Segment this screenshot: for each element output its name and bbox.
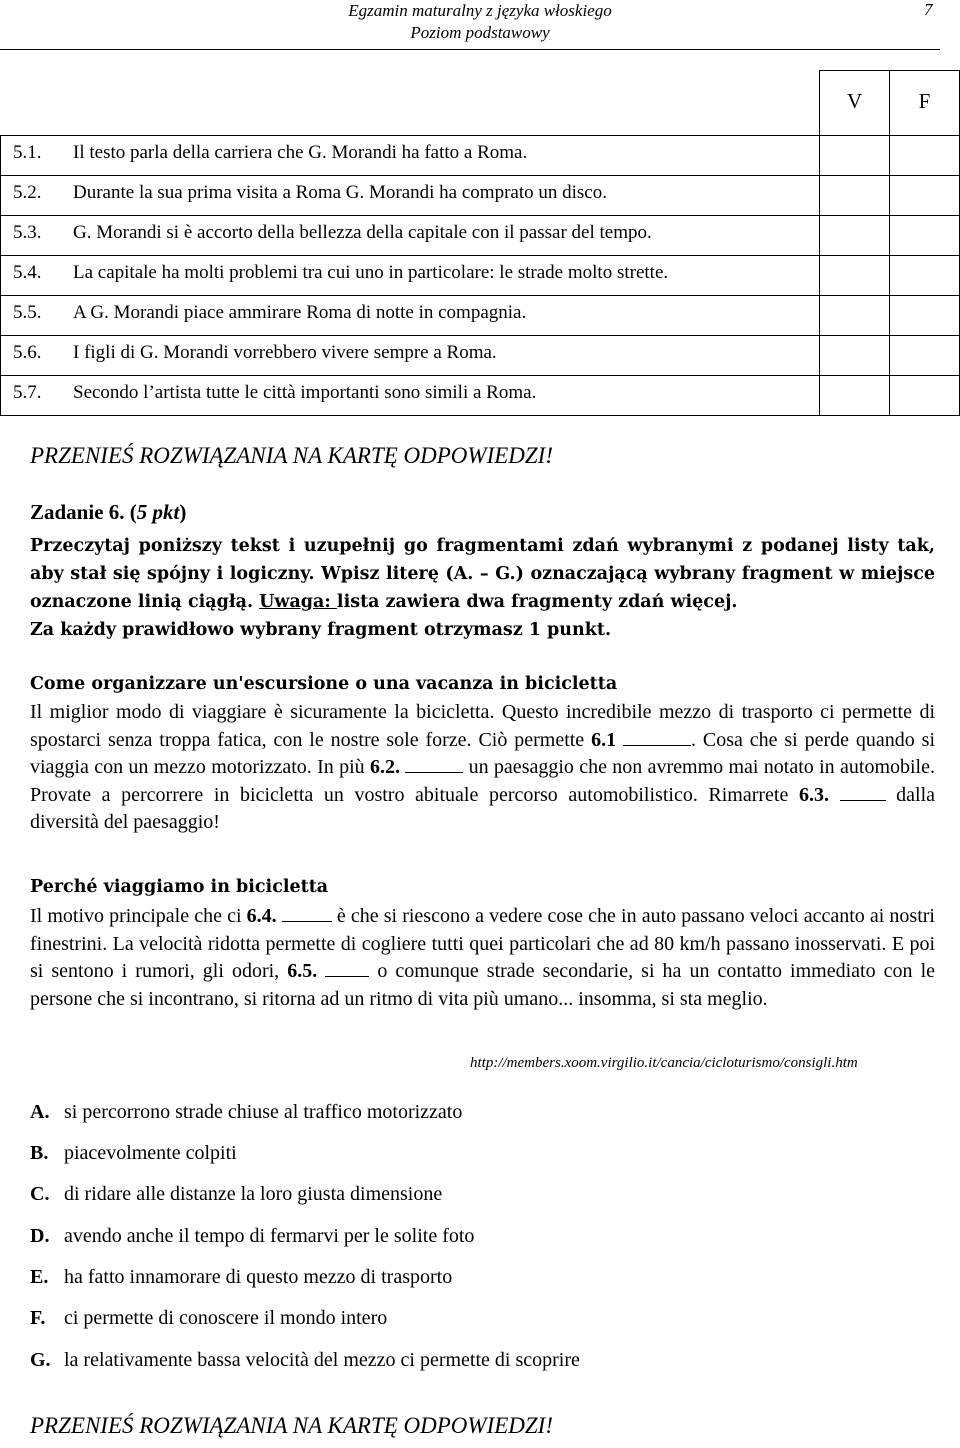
- table-row: [1, 136, 960, 176]
- answer-cell-v[interactable]: [820, 136, 890, 176]
- option-f: F. ci permette di conoscere il mondo intero: [30, 1307, 388, 1329]
- table-header-row: [1, 71, 960, 136]
- statement-number: 5.6.: [13, 342, 42, 363]
- statement-text: G. Morandi si è accorto della bellezza della capitale con il passar del tempo.: [73, 222, 652, 243]
- table-row: [1, 216, 960, 256]
- answer-cell-f[interactable]: [890, 176, 960, 216]
- answer-cell-f[interactable]: [890, 216, 960, 256]
- table-row: [1, 296, 960, 336]
- source-url: http://members.xoom.virgilio.it/cancia/cicloturismo/consigli.htm: [470, 1055, 858, 1071]
- gap-6-1[interactable]: [623, 727, 691, 746]
- transfer-answers-banner: PRZENIEŚ ROZWIĄZANIA NA KARTĘ ODPOWIEDZI!: [30, 443, 554, 468]
- answer-cell-v[interactable]: [820, 216, 890, 256]
- gap-label-6-4: 6.4.: [246, 905, 277, 927]
- gap-label-6-1: 6.1: [591, 728, 617, 751]
- statement-text: I figli di G. Morandi vorrebbero vivere sempre a Roma.: [73, 342, 497, 363]
- task-title: Zadanie 6. (5 pkt): [30, 500, 187, 524]
- statement-text: La capitale ha molti problemi tra cui uno in particolare: le strade molto strette.: [73, 262, 669, 283]
- option-b: B. piacevolmente colpiti: [30, 1142, 237, 1164]
- gap-6-3[interactable]: [840, 782, 886, 801]
- option-c: C. di ridare alle distanze la loro giusta dimensione: [30, 1183, 443, 1205]
- table-row: [1, 336, 960, 376]
- statement-number: 5.1.: [13, 142, 42, 163]
- answer-cell-f[interactable]: [890, 376, 960, 416]
- answer-cell-f[interactable]: [890, 136, 960, 176]
- statement-text: Durante la sua prima visita a Roma G. Morandi ha comprato un disco.: [73, 182, 607, 203]
- option-d: D. avendo anche il tempo di fermarvi per le solite foto: [30, 1225, 475, 1247]
- statement-number: 5.3.: [13, 222, 42, 243]
- transfer-answers-banner-bottom: PRZENIEŚ ROZWIĄZANIA NA KARTĘ ODPOWIEDZI!: [30, 1413, 554, 1438]
- gap-6-2[interactable]: [405, 754, 463, 773]
- gap-6-4[interactable]: [282, 903, 332, 922]
- option-e: E. ha fatto innamorare di questo mezzo di trasporto: [30, 1266, 453, 1288]
- column-v-header: V: [820, 71, 890, 136]
- page-number: 7: [924, 0, 933, 19]
- text-heading-1: Come organizzare un'escursione o una vacanza in bicicletta: [30, 674, 618, 694]
- exam-title: Egzamin maturalny z języka włoskiego: [348, 1, 612, 20]
- header-divider: [0, 49, 940, 50]
- gap-label-6-5: 6.5.: [287, 960, 318, 982]
- gap-label-6-2: 6.2.: [369, 756, 400, 778]
- text-heading-2: Perché viaggiamo in bicicletta: [30, 877, 329, 897]
- gap-6-5[interactable]: [325, 958, 369, 977]
- statement-text: A G. Morandi piace ammirare Roma di notte in compagnia.: [73, 302, 527, 323]
- note-label: Uwaga:: [259, 592, 337, 612]
- answer-cell-v[interactable]: [820, 336, 890, 376]
- exam-level: Poziom podstawowy: [410, 23, 550, 42]
- answer-cell-v[interactable]: [820, 176, 890, 216]
- statement-number: 5.4.: [13, 262, 42, 283]
- answer-cell-v[interactable]: [820, 376, 890, 416]
- table-row: [1, 256, 960, 296]
- true-false-table: [0, 70, 960, 416]
- answer-cell-f[interactable]: [890, 296, 960, 336]
- statement-text: Secondo l’artista tutte le città importanti sono simili a Roma.: [73, 382, 537, 403]
- table-row: [1, 176, 960, 216]
- option-g: G. la relativamente bassa velocità del mezzo ci permette di scoprire: [30, 1349, 580, 1371]
- text-paragraph-1: Il miglior modo di viaggiare è sicuramente la bicicletta. Questo incredibile mezzo di trasporto ci permette di spostarci senza troppa fatica, con le nostre sole forze. Ciò permette 6.1 . Cosa che si perde quando si viaggia con un mezzo motorizzato. In più 6.2. un paesaggio che non avremmo mai notato in automobile. Provate a percorrere in bicicletta un vostro abituale percorso automobilistico. Rimarrete 6.3. dalla diversità del paesaggio!: [30, 701, 936, 833]
- answer-cell-f[interactable]: [890, 256, 960, 296]
- answer-cell-f[interactable]: [890, 336, 960, 376]
- statement-number: 5.2.: [13, 182, 42, 203]
- option-a: A. si percorrono strade chiuse al traffico motorizzato: [30, 1101, 463, 1123]
- column-f-header: F: [890, 71, 960, 136]
- statement-number: 5.7.: [13, 382, 42, 403]
- table-row: [1, 376, 960, 416]
- task-points: 5 pkt: [136, 500, 180, 524]
- answer-cell-v[interactable]: [820, 256, 890, 296]
- task-instructions: Przeczytaj poniższy tekst i uzupełnij go fragmentami zdań wybranymi z podanej listy tak, aby stał się spójny i logiczny. Wpisz literę (A. – G.) oznaczającą wybrany fragment w miejsce oznaczone linią ciągłą. Uwaga: lista zawiera dwa fragmenty zdań więcej. Za każdy prawidłowo wybrany fragment otrzymasz 1 punkt.: [30, 536, 935, 640]
- answer-cell-v[interactable]: [820, 296, 890, 336]
- text-paragraph-2: Il motivo principale che ci 6.4. è che si riescono a vedere cose che in auto passano veloci accanto ai nostri finestrini. La velocità ridotta permette di cogliere tutti quei particolari che ad 80 km/h passano inosservati. E poi si sentono i rumori, gli odori, 6.5. o comunque strade secondarie, si ha un contatto immediato con le persone che si incontrano, si ritorna ad un ritmo di vita più umano... insomma, si sta meglio.: [30, 905, 935, 1010]
- gap-label-6-3: 6.3.: [798, 783, 829, 806]
- statement-number: 5.5.: [13, 302, 42, 323]
- page-header: [300, 0, 660, 44]
- statement-text: Il testo parla della carriera che G. Morandi ha fatto a Roma.: [73, 142, 528, 163]
